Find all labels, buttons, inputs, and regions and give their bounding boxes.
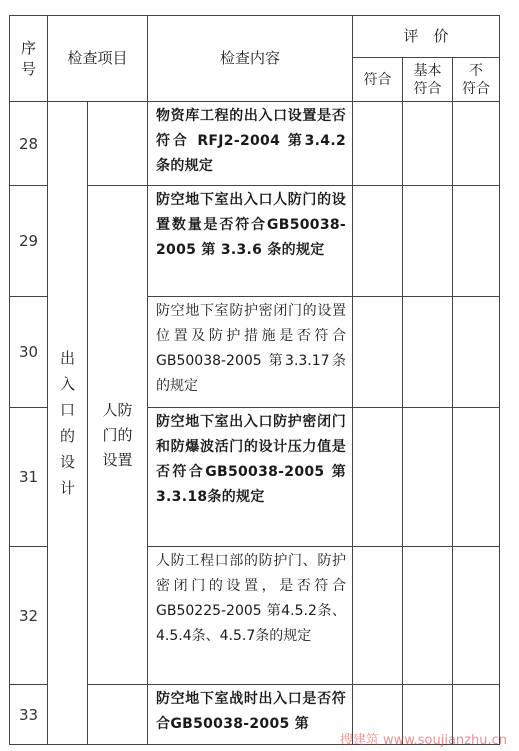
header-item: 检查项目 [48, 16, 148, 102]
eval-nonconform-cell[interactable] [453, 186, 500, 297]
check-content: 防空地下室出入口人防门的设置数量是否符合GB50038-2005 第 3.3.6 条的规定 [148, 186, 353, 297]
check-content: 防空地下室防护密闭门的设置位置及防护措施是否符合 GB50038-2005 第3.3.17条的规定 [148, 297, 353, 408]
header-eval-basic-conform: 基本 符合 [403, 58, 453, 102]
inspection-table [9, 15, 500, 745]
header-eval-nonconform: 不 符合 [453, 58, 500, 102]
row-number: 30 [10, 297, 48, 408]
eval-basic-cell[interactable] [403, 547, 453, 685]
table-row [10, 102, 500, 186]
eval-conform-cell[interactable] [353, 297, 403, 408]
header-eval: 评 价 [353, 16, 500, 58]
check-content: 物资库工程的出入口设置是否符合 RFJ2-2004 第3.4.2条的规定 [148, 102, 353, 186]
eval-basic-cell[interactable] [403, 297, 453, 408]
category-cell: 出 入 口 的 设 计 [48, 102, 88, 745]
eval-basic-cell[interactable] [403, 186, 453, 297]
check-content: 人防工程口部的防护门、防护密闭门的设置，是否符合 GB50225-2005 第4.5.2条、4.5.4条、4.5.7条的规定 [148, 547, 353, 685]
header-content: 检查内容 [148, 16, 353, 102]
eval-basic-cell[interactable] [403, 408, 453, 547]
subcategory-cell: 人防 门的 设置 [88, 186, 148, 685]
eval-nonconform-cell[interactable] [453, 408, 500, 547]
row-number: 29 [10, 186, 48, 297]
check-content: 防空地下室战时出入口是否符合GB50038-2005 第 [148, 685, 353, 745]
eval-nonconform-cell[interactable] [453, 102, 500, 186]
eval-nonconform-cell[interactable] [453, 547, 500, 685]
eval-conform-cell[interactable] [353, 186, 403, 297]
eval-conform-cell[interactable] [353, 408, 403, 547]
site-watermark: 搜建筑 www.soujianzhu.cn [339, 733, 507, 748]
eval-nonconform-cell[interactable] [453, 297, 500, 408]
header-seq: 序 号 [10, 16, 48, 102]
eval-basic-cell[interactable] [403, 102, 453, 186]
eval-conform-cell[interactable] [353, 547, 403, 685]
check-content: 防空地下室出入口防护密闭门和防爆波活门的设计压力值是否符合GB50038-2005 第 3.3.18条的规定 [148, 408, 353, 547]
eval-conform-cell[interactable] [353, 102, 403, 186]
row-number: 32 [10, 547, 48, 685]
header-eval-conform: 符合 [353, 58, 403, 102]
row-number: 33 [10, 685, 48, 745]
subcategory-blank [88, 102, 148, 186]
subcategory-blank [88, 685, 148, 745]
row-number: 28 [10, 102, 48, 186]
row-number: 31 [10, 408, 48, 547]
